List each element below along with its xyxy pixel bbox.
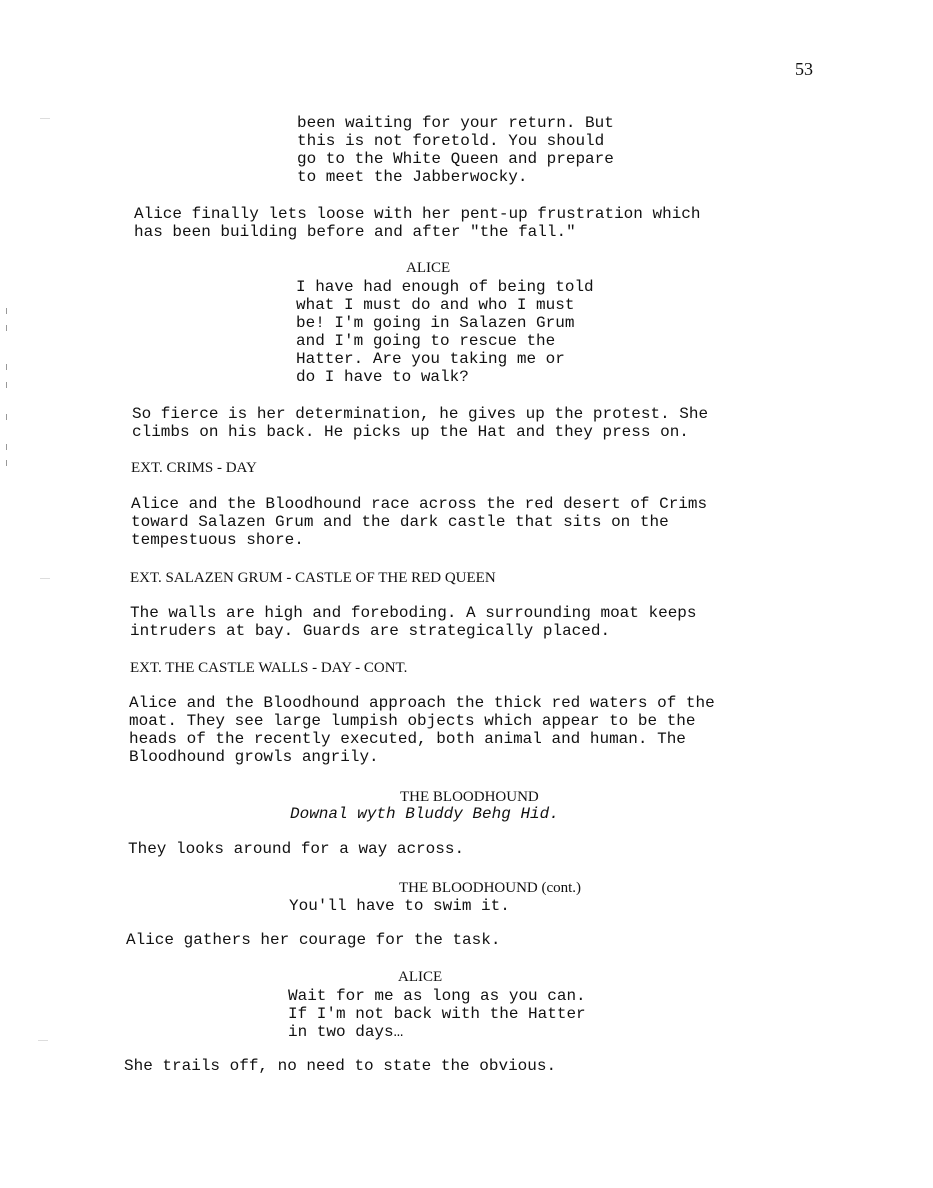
scan-mark: [6, 460, 7, 466]
dialogue-line: what I must do and who I must: [296, 296, 575, 314]
action-line: moat. They see large lumpish objects which appear to be the: [129, 712, 696, 730]
dialogue-line: Hatter. Are you taking me or: [296, 350, 565, 368]
dialogue-block-5: [288, 987, 586, 1041]
scene-heading-salazen-grum: EXT. SALAZEN GRUM - CASTLE OF THE RED QUEEN: [130, 570, 496, 586]
dialogue-line: to meet the Jabberwocky.: [297, 168, 528, 186]
scene-heading-castle-walls: EXT. THE CASTLE WALLS - DAY - CONT.: [130, 660, 408, 676]
action-line: toward Salazen Grum and the dark castle that sits on the: [131, 513, 669, 531]
scan-mark: [6, 444, 7, 450]
dialogue-line: and I'm going to rescue the: [296, 332, 556, 350]
dialogue-block-4: You'll have to swim it.: [289, 897, 510, 915]
action-block-3: [131, 495, 707, 549]
scan-speck: [40, 118, 50, 119]
action-line: The walls are high and foreboding. A surrounding moat keeps: [130, 604, 697, 622]
dialogue-line: I have had enough of being told: [296, 278, 594, 296]
action-line: Bloodhound growls angrily.: [129, 748, 379, 766]
action-line: intruders at bay. Guards are strategically placed.: [130, 622, 611, 640]
scan-mark: [6, 414, 7, 420]
scan-mark: [6, 308, 7, 314]
dialogue-line: this is not foretold. You should: [297, 132, 605, 150]
action-block-1: [134, 205, 701, 241]
action-block-7: Alice gathers her courage for the task.: [126, 931, 501, 949]
scan-speck: [38, 1040, 48, 1041]
dialogue-line: do I have to walk?: [296, 368, 469, 386]
dialogue-line: If I'm not back with the Hatter: [288, 1005, 586, 1023]
scan-mark: [6, 325, 7, 331]
dialogue-line: go to the White Queen and prepare: [297, 150, 614, 168]
dialogue-block-2: [296, 278, 594, 386]
character-cue-alice: ALICE: [406, 260, 451, 276]
character-cue-alice-2: ALICE: [398, 969, 443, 985]
dialogue-line: been waiting for your return. But: [297, 114, 614, 132]
action-block-6: They looks around for a way across.: [128, 840, 465, 858]
character-cue-bloodhound-cont: THE BLOODHOUND (cont.): [399, 880, 582, 896]
action-block-4: [130, 604, 697, 640]
action-block-5: [129, 694, 715, 766]
action-line: Alice finally lets loose with her pent-up frustration which: [134, 205, 701, 223]
scan-speck: [40, 578, 50, 579]
scan-mark: [6, 382, 7, 388]
action-line: Alice and the Bloodhound race across the red desert of Crims: [131, 495, 708, 513]
dialogue-block-1: [297, 114, 614, 186]
action-line: tempestuous shore.: [131, 531, 304, 549]
action-line: climbs on his back. He picks up the Hat and they press on.: [132, 423, 689, 441]
page-number: 53: [795, 59, 813, 79]
action-block-8: She trails off, no need to state the obvious.: [124, 1057, 557, 1075]
action-line: Alice and the Bloodhound approach the thick red waters of the: [129, 694, 715, 712]
character-cue-bloodhound: THE BLOODHOUND: [400, 789, 539, 805]
action-line: So fierce is her determination, he gives up the protest. She: [132, 405, 709, 423]
action-line: has been building before and after "the fall.": [134, 223, 576, 241]
dialogue-block-3: Downal wyth Bluddy Behg Hid.: [290, 805, 559, 823]
dialogue-line: in two days…: [288, 1023, 404, 1041]
action-block-2: [132, 405, 708, 441]
scan-mark: [6, 364, 7, 370]
dialogue-line: be! I'm going in Salazen Grum: [296, 314, 575, 332]
action-line: heads of the recently executed, both animal and human. The: [129, 730, 686, 748]
scene-heading-crims: EXT. CRIMS - DAY: [131, 460, 257, 476]
dialogue-line: Wait for me as long as you can.: [288, 987, 586, 1005]
